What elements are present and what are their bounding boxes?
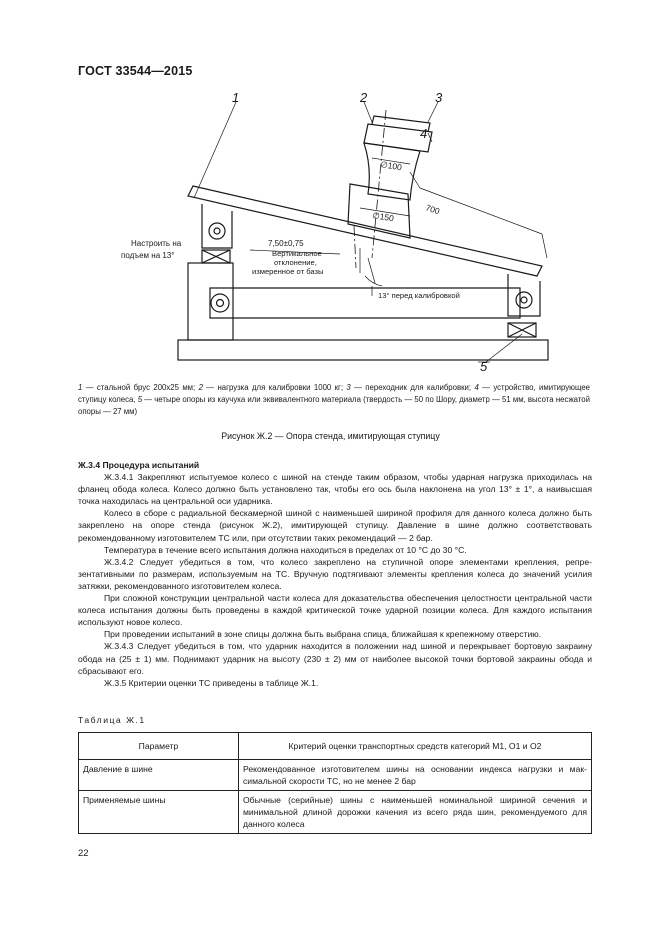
header-criterion: Критерий оценки транспортных средств категорий М1, О1 и О2 <box>239 733 592 760</box>
lever-arm <box>210 288 520 318</box>
legend-n2: 2 <box>198 383 203 392</box>
callout-4: 4 <box>420 126 428 141</box>
criteria-table <box>78 732 592 834</box>
section-body <box>78 459 592 689</box>
figure-caption: Рисунок Ж.2 — Опора стенда, имитирующая ступицу <box>221 431 440 441</box>
paragraph: Ж.3.4.2 Следует убедиться в том, что колесо закреплено на ступичной опоре элементами крепления, репрезентативными по размерам, используемым на ТС. Вручную подтягивают элементы крепления колеса до значений усилия затяжки, рекомендованного изготовителем колеса. <box>78 556 592 591</box>
callout-5: 5 <box>480 359 488 374</box>
cell-param: Давление в шине <box>79 760 239 791</box>
legend-n1: 1 <box>78 383 83 392</box>
steel-beam <box>188 186 542 276</box>
table-header-row <box>79 733 592 760</box>
paragraph: При проведении испытаний в зоне спицы должна быть выбрана спица, ближайшая к крепежному отверстию. <box>104 629 542 640</box>
deviation-label-2: отклонение, <box>274 258 317 267</box>
paragraph: Температура в течение всего испытания должна находиться в пределах от 10 °С до 30 °С. <box>104 544 467 555</box>
cell-param: Применяемые шины <box>79 791 239 834</box>
legend-t4: — устройство, имитирующее ступицу колеса, <box>78 383 591 404</box>
deviation-value: 7,50±0,75 <box>268 239 304 248</box>
hub-support-drawing <box>110 88 570 378</box>
deviation-label-1: Вертикальное <box>272 249 322 258</box>
legend-t3: — переходник для калибровки; <box>350 383 475 392</box>
legend-n5: 5 <box>137 395 143 404</box>
figure-legend <box>78 382 590 418</box>
table-row <box>79 791 592 834</box>
cell-criterion: Обычные (серийные) шины с наименьшей номинальной шириной сечения и минимальной длиной дорожки качения из всего ряда шин, рекомендуемого для данного колеса <box>239 791 592 834</box>
table-row <box>79 760 592 791</box>
callout-2: 2 <box>360 90 368 105</box>
legend-t1: — стальной брус 200х25 мм; <box>82 383 199 392</box>
table-title: Таблица Ж.1 <box>78 715 146 725</box>
paragraph: Колесо в сборе с радиальной бескамерной шиной с наименьшей шириной профиля для данного колеса должно быть закреплено на опоре стенда (рисунок Ж.2), имитирующей ступицу. Давление в шине должно соответствовать рекомендованному изготовителем ТС или, при отсутствии таких рекомендаций — 2 бар. <box>78 508 592 543</box>
dim-d150: ∅150 <box>371 210 395 224</box>
angle-label: 13° перед калибровкой <box>378 291 460 300</box>
section-heading: Ж.3.4 Процедура испытаний <box>78 460 200 470</box>
page-number: 22 <box>78 848 89 859</box>
paragraph: При сложной конструкции центральной части колеса для доказательства обеспечения целостности центральной части колеса испытания должны быть проведены в каждой критической точке ударной позиции колеса. Для каждого испытания используют новое колесо. <box>78 593 592 628</box>
document-header: ГОСТ 33544—2015 <box>78 64 193 78</box>
dim-700: 700 <box>424 202 441 217</box>
legend-t5: — четыре опоры из каучука или эквивалентного материала (твердость — 50 по Шору, диаметр — 51 мм, высота несжатой опоры — 27 мм) <box>78 395 591 416</box>
adjust-label-1: Настроить на <box>131 239 182 248</box>
paragraph: Ж.3.5 Критерии оценки ТС приведены в таблице Ж.1. <box>104 677 319 688</box>
legend-n4: 4 <box>474 383 479 392</box>
legend-n3: 3 <box>346 383 351 392</box>
legend-t2: — нагрузка для калибровки 1000 кг; <box>202 383 347 392</box>
callout-3: 3 <box>435 90 443 105</box>
deviation-label-3: измеренное от базы <box>252 267 324 276</box>
hub-support-figure <box>110 88 570 378</box>
paragraph: Ж.3.4.1 Закрепляют испытуемое колесо с шиной на стенде таким образом, чтобы ударная нагрузка приходилась на фланец обода колеса. Колесо должно быть установлено так, чтобы его ось была наклонена на угол 13° ± 1°, а наивысшая точка находилась на центральной оси ударника. <box>78 472 592 507</box>
adjust-label-2: подъем на 13° <box>121 251 175 260</box>
header-param: Параметр <box>79 733 239 760</box>
cell-criterion: Рекомендованное изготовителем шины на основании индекса нагрузки и максимальной скорости ТС, но не менее 2 бар <box>239 760 592 791</box>
callout-1: 1 <box>232 90 240 105</box>
dim-d100: ∅100 <box>379 159 403 173</box>
paragraph: Ж.3.4.3 Следует убедиться в том, что ударник находится в положении над шиной и перекрывает бортовую закраину обода на (25 ± 1) мм. Поднимают ударник на высоту (230 ± 2) мм от наиболее высокой точки бортовой закраины обода и сбрасывают его. <box>78 641 592 676</box>
